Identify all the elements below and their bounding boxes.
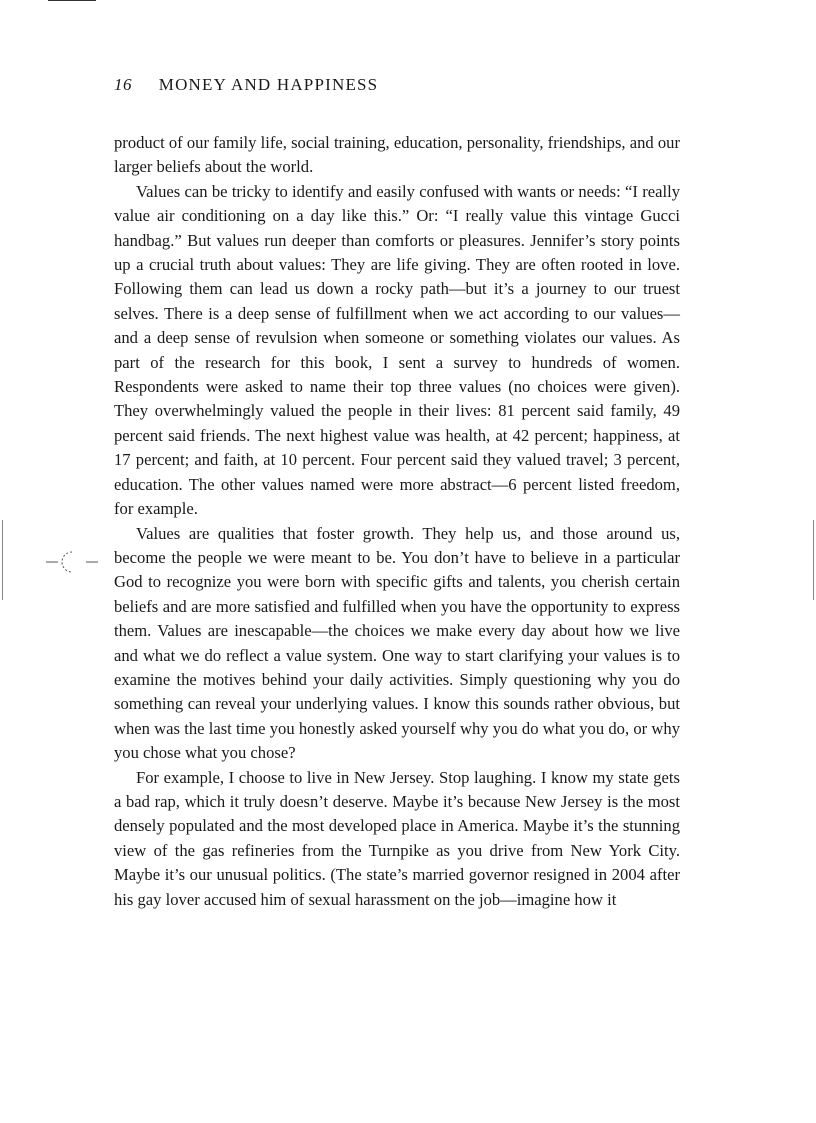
running-head: [114, 75, 378, 95]
right-crop-mark: [813, 520, 814, 600]
paragraph-continued: product of our family life, social training, education, personality, friendships, and our larger beliefs about the world.: [114, 133, 680, 177]
top-crop-rule: [48, 0, 96, 1]
page-number: 16: [114, 75, 132, 94]
body-text: [114, 131, 680, 912]
running-title: MONEY AND HAPPINESS: [158, 75, 379, 94]
paragraph-values-growth: Values are qualities that foster growth. They help us, and those around us, become the people we were meant to be. You don’t have to believe in a particular God to recognize you were born with specific gifts and talents, you cherish certain beliefs and are more satisfied and fulfilled when you have the opportunity to express them. Values are inescapable—the choices we make every day about how we live and what we do reflect a value system. One way to start clarifying your values is to examine the motives behind your daily activities. Simply questioning why you do something can reveal your underlying values. I know this sounds rather obvious, but when was the last time you honestly asked yourself why you do what you do, or why you chose what you chose?: [114, 523, 680, 763]
registration-mark-icon: [46, 548, 98, 576]
paragraph-new-jersey: For example, I choose to live in New Jersey. Stop laughing. I know my state gets a bad rap, which it truly doesn’t deserve. Maybe it’s because New Jersey is the most densely populated and the most developed place in America. Maybe it’s the stunning view of the gas refineries from the Turnpike as you drive from New York City. Maybe it’s our unusual politics. (The state’s married governor resigned in 2004 after his gay lover accused him of sexual harassment on the job—imagine how it: [114, 767, 680, 909]
paragraph-values-definition: Values can be tricky to identify and easily confused with wants or needs: “I really value air conditioning on a day like this.” Or: “I really value this vintage Gucci handbag.” But values run deeper than comforts or pleasures. Jennifer’s story points up a crucial truth about values: They are life giving. They are often rooted in love. Following them can lead us down a rocky path—but it’s a journey to our truest selves. There is a deep sense of fulfillment when we act according to our values—and a deep sense of revulsion when someone or something violates our values. As part of the research for this book, I sent a survey to hundreds of women. Respondents were asked to name their top three values (no choices were given). They overwhelmingly valued the people in their lives: 81 percent said family, 49 percent said friends. The next highest value was health, at 42 percent; happiness, at 17 percent; and faith, at 10 percent. Four percent said they valued travel; 3 percent, education. The other values named were more abstract—6 percent listed freedom, for example.: [114, 181, 680, 519]
left-crop-mark: [2, 520, 3, 600]
